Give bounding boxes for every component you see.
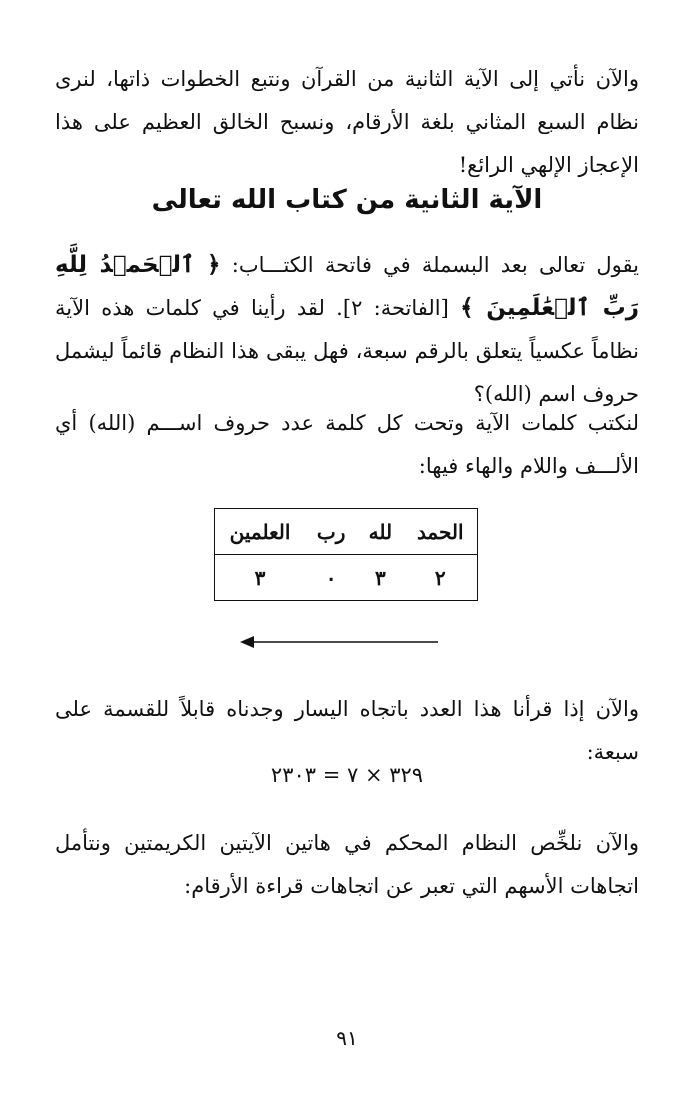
quote-lead: يقول تعالى بعد البسملة في فاتحة الكتـــاب: <box>231 253 639 277</box>
table-cell-count: ٣ <box>254 565 266 590</box>
reading-paragraph: والآن إذا قرأنا هذا العدد باتجاه اليسار وجدناه قابلاً للقسمة على سبعة: <box>55 697 639 764</box>
summary-paragraph: والآن نلخِّص النظام المحكم في هاتين الآيتين الكريمتين ونتأمل اتجاهات الأسهم التي تعبر عن اتجاهات قراءة الأرقام: <box>55 831 639 898</box>
equation: ٣٢٩ × ٧ = ٢٣٠٣ <box>270 763 424 787</box>
intro-paragraph: والآن نأتي إلى الآية الثانية من القرآن ونتبع الخطوات ذاتها، لنرى نظام السبع المثاني بلغة الأرقام، ونسبح الخالق العظيم على هذا الإعجاز الإلهي الرائع! <box>55 67 639 177</box>
table-intro-paragraph: لنكتب كلمات الآية وتحت كل كلمة عدد حروف اســـم (الله) أي الألـــف واللام والهاء فيها: <box>55 411 639 478</box>
table-cell-word: لله <box>357 509 403 555</box>
table-row-words <box>215 509 478 555</box>
quote-rest: [الفاتحة: ٢]. لقد رأينا في كلمات هذه الآية نظاماً عكسياً يتعلق بالرقم سبعة، فهل يبقى هذا النظام قائماً ليشمل حروف اسم (الله)؟ <box>55 296 639 406</box>
table-cell-word: الحمد <box>404 509 478 555</box>
section-heading: الآية الثانية من كتاب الله تعالى <box>151 185 543 215</box>
table-cell-count: ٢ <box>434 565 446 590</box>
table-cell-count: ٠ <box>325 565 337 590</box>
letter-count-table <box>214 508 478 601</box>
quote-paragraph <box>55 244 639 416</box>
table-cell-word: العلمين <box>215 509 306 555</box>
quran-verse: ﴿ ٱلۡحَمۡدُ لِلَّهِ رَبِّ ٱلۡعَٰلَمِينَ ﴾ <box>55 252 639 321</box>
table-row-counts <box>215 555 478 601</box>
table-cell-word: رب <box>305 509 357 555</box>
arrow-left-icon <box>240 634 440 650</box>
page-number: ٩١ <box>336 1026 358 1050</box>
table-cell-count: ٣ <box>375 565 386 590</box>
